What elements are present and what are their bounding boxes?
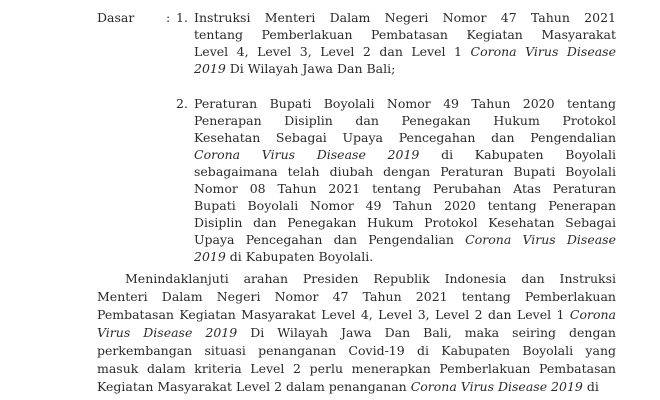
text-line: Virus Disease 2019 Di Wilayah Jawa Dan Bali, maka seiring dengan [97,325,616,340]
list-item-number: 1. [176,10,188,25]
text-line: Instruksi Menteri Dalam Negeri Nomor 47 Tahun 2021 [194,10,616,25]
text-line: Corona Virus Disease 2019 di Kabupaten Boyolali [194,147,617,162]
text-line: Penerapan Disiplin dan Penegakan Hukum Protokol [194,113,616,128]
text-line: perkembangan situasi penanganan Covid-19 di Kabupaten Boyolali yang [97,343,616,358]
text-line: 2019 di Kabupaten Boyolali. [194,249,374,264]
list-item-2 [176,95,616,265]
text-line: Disiplin dan Penegakan Hukum Protokol Kesehatan Sebagai [194,215,616,230]
text-line: Nomor 08 Tahun 2021 tentang Perubahan Atas Peraturan [194,181,616,196]
text-line: Level 4, Level 3, Level 2 dan Level 1 Corona Virus Disease [194,44,616,59]
text-line: 2019 Di Wilayah Jawa Dan Bali; [194,61,396,76]
text-line: Bupati Boyolali Nomor 49 Tahun 2020 tentang Penerapan [194,198,616,213]
text-line: tentang Pemberlakuan Pembatasan Kegiatan Masyarakat [194,27,616,42]
body-paragraph [97,270,616,396]
text-line: Pembatasan Kegiatan Masyarakat Level 4, Level 3, Level 2 dan Level 1 Corona [97,307,616,322]
list-item-number: 2. [176,96,188,111]
text-line: Menteri Dalam Negeri Nomor 47 Tahun 2021 tentang Pemberlakuan [97,289,616,304]
dasar-colon: : [166,10,171,25]
text-line: sebagaimana telah diubah dengan Peraturan Bupati Boyolali [194,164,616,179]
text-line: Kesehatan Sebagai Upaya Pencegahan dan Pengendalian [194,130,616,145]
dasar-label: Dasar [97,10,135,25]
text-line: Kegiatan Masyarakat Level 2 dalam penanganan Corona Virus Disease 2019 di [97,379,599,394]
text-line: Menindaklanjuti arahan Presiden Republik Indonesia dan Instruksi [125,271,616,286]
list-item-1 [176,9,616,77]
text-line: Upaya Pencegahan dan Pengendalian Corona Virus Disease [194,232,616,247]
text-line: Peraturan Bupati Boyolali Nomor 49 Tahun 2020 tentang [194,96,616,111]
text-line: masuk dalam kriteria Level 2 perlu menerapkan Pemberlakuan Pembatasan [97,361,616,376]
